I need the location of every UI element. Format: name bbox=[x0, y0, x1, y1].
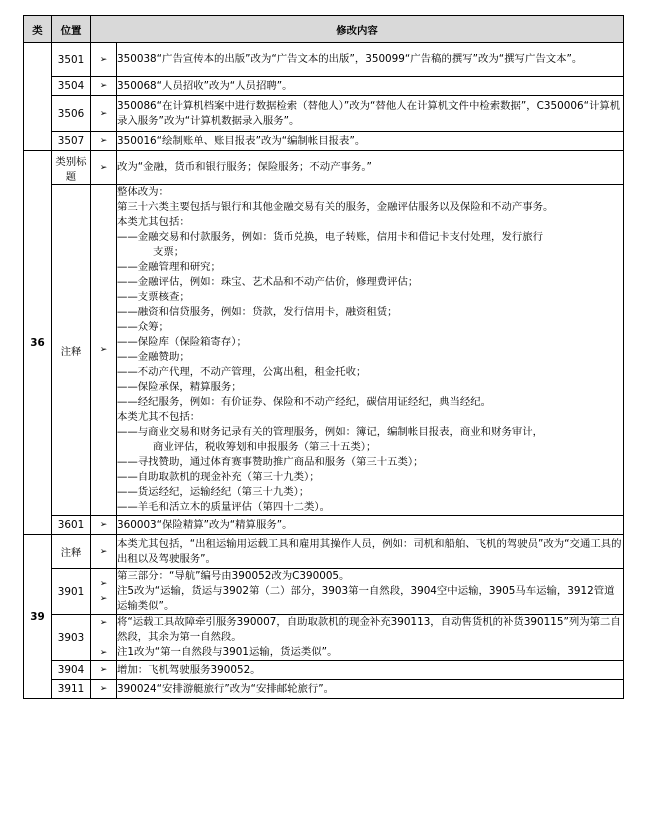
position-cell: 类别标题 bbox=[52, 151, 91, 185]
arrow-bullet-icon bbox=[91, 569, 117, 615]
arrow-bullet-icon: ➢ bbox=[91, 516, 117, 535]
content-cell: 改为“金融，货币和银行服务；保险服务；不动产事务。” bbox=[117, 151, 624, 185]
note-line: 本类尤其包括： bbox=[117, 216, 190, 228]
table-row bbox=[24, 185, 624, 516]
position-cell: 注释 bbox=[52, 535, 91, 569]
table-header-row bbox=[24, 16, 624, 43]
note-line: ——经纪服务，例如：有价证券、保险和不动产经纪，碳信用证经纪，典当经纪。 bbox=[117, 396, 492, 408]
header-content: 修改内容 bbox=[91, 16, 624, 43]
note-line: ——保险库（保险箱寄存）； bbox=[117, 336, 247, 348]
item-line: 第三部分：“导航”编号由390052改为C390005。 bbox=[117, 570, 350, 582]
table-row bbox=[24, 96, 624, 132]
arrow-bullet-icon: ➢ bbox=[91, 185, 117, 516]
note-line: ——众筹； bbox=[117, 321, 169, 333]
position-cell: 注释 bbox=[52, 185, 91, 516]
table-row bbox=[24, 151, 624, 185]
note-line: ——金融交易和付款服务，例如：货币兑换，电子转账，信用卡和借记卡支付处理，发行旅行 bbox=[117, 231, 544, 243]
table-row bbox=[24, 77, 624, 96]
content-cell: 350016“绘制账单、账目报表”改为“编制帐目报表”。 bbox=[117, 132, 624, 151]
table-row bbox=[24, 535, 624, 569]
note-line: ——保险承保，精算服务； bbox=[117, 381, 242, 393]
table-row bbox=[24, 680, 624, 699]
class-number: 36 bbox=[24, 151, 52, 535]
note-line: ——自助取款机的现金补充（第三十九类）； bbox=[117, 471, 320, 483]
header-class: 类 bbox=[24, 16, 52, 43]
content-cell: 本类尤其包括，“出租运输用运载工具和雇用其操作人员，例如：司机和船舶、飞机的驾驶员”改为“交通工具的出租以及驾驶服务”。 bbox=[117, 535, 624, 569]
arrow-bullet-icon: ➢ bbox=[91, 680, 117, 699]
note-line: ——寻找赞助，通过体育赛事赞助推广商品和服务（第三十五类）； bbox=[117, 456, 424, 468]
note-line: ——货运经纪，运输经纪（第三十九类）； bbox=[117, 486, 310, 498]
note-line: 整体改为： bbox=[117, 186, 169, 198]
table-row bbox=[24, 569, 624, 615]
note-line: 本类尤其不包括： bbox=[117, 411, 201, 423]
item-line: 将“运载工具故障牵引服务390007，自助取款机的现金补充390113，自动售货机的补货390115”列为第二自然段，其余为第一自然段。 bbox=[117, 616, 621, 643]
content-cell: 350068“人员招收”改为“人员招聘”。 bbox=[117, 77, 624, 96]
arrow-bullet-icon: ➢ bbox=[91, 96, 117, 132]
arrow-bullet-icon: ➢ bbox=[99, 579, 108, 589]
note-line: 第三十六类主要包括与银行和其他金融交易有关的服务，金融评估服务以及保险和不动产事务。 bbox=[117, 201, 554, 213]
table-row bbox=[24, 516, 624, 535]
arrow-bullet-icon: ➢ bbox=[99, 647, 108, 658]
position-cell: 3501 bbox=[52, 43, 91, 77]
note-line: ——融资和信贷服务，例如：贷款，发行信用卡，融资租赁； bbox=[117, 306, 398, 318]
item-line: 注5改为“运输，货运与3902第（二）部分，3903第一自然段，3904空中运输，3905马车运输，3912管道运输类似”。 bbox=[117, 585, 615, 612]
table-row bbox=[24, 43, 624, 77]
note-line: 商业评估，税收筹划和申报服务（第三十五类）； bbox=[153, 441, 377, 453]
position-cell: 3901 bbox=[52, 569, 91, 615]
arrow-bullet-icon: ➢ bbox=[99, 617, 108, 628]
revision-table bbox=[23, 15, 624, 699]
position-cell: 3904 bbox=[52, 661, 91, 680]
content-cell: 390024“安排游艇旅行”改为“安排邮轮旅行”。 bbox=[117, 680, 624, 699]
note-line: ——金融管理和研究； bbox=[117, 261, 221, 273]
content-cell bbox=[117, 185, 624, 516]
arrow-bullet-icon bbox=[91, 615, 117, 661]
arrow-bullet-icon: ➢ bbox=[99, 594, 108, 604]
note-line: ——支票核查； bbox=[117, 291, 190, 303]
arrow-bullet-icon: ➢ bbox=[91, 77, 117, 96]
note-line: ——不动产代理，不动产管理，公寓出租，租金托收； bbox=[117, 366, 367, 378]
position-cell: 3504 bbox=[52, 77, 91, 96]
position-cell: 3601 bbox=[52, 516, 91, 535]
arrow-bullet-icon: ➢ bbox=[91, 535, 117, 569]
note-line: 支票； bbox=[153, 246, 185, 258]
content-cell: 360003“保险精算”改为“精算服务”。 bbox=[117, 516, 624, 535]
position-cell: 3507 bbox=[52, 132, 91, 151]
arrow-bullet-icon: ➢ bbox=[91, 661, 117, 680]
content-cell: 350038“广告宣传本的出版”改为“广告文本的出版”，350099“广告稿的撰写”改为“撰写广告文本”。 bbox=[117, 43, 624, 77]
content-cell: 增加：飞机驾驶服务390052。 bbox=[117, 661, 624, 680]
arrow-bullet-icon: ➢ bbox=[91, 132, 117, 151]
table-row bbox=[24, 661, 624, 680]
content-cell bbox=[117, 569, 624, 615]
note-line: ——羊毛和活立木的质量评估（第四十二类）。 bbox=[117, 501, 331, 513]
header-position: 位置 bbox=[52, 16, 91, 43]
position-cell: 3903 bbox=[52, 615, 91, 661]
position-cell: 3506 bbox=[52, 96, 91, 132]
note-line: ——与商业交易和财务记录有关的管理服务，例如：簿记，编制帐目报表，商业和财务审计， bbox=[117, 426, 544, 438]
content-cell: 350086“在计算机档案中进行数据检索（替他人）”改为“替他人在计算机文件中检索数据”，C350006“计算机录入服务”改为“计算机数据录入服务”。 bbox=[117, 96, 624, 132]
note-line: ——金融赞助； bbox=[117, 351, 190, 363]
arrow-bullet-icon: ➢ bbox=[91, 151, 117, 185]
position-cell: 3911 bbox=[52, 680, 91, 699]
class-cell-empty bbox=[24, 43, 52, 151]
arrow-bullet-icon: ➢ bbox=[91, 43, 117, 77]
note-line: ——金融评估，例如：珠宝、艺术品和不动产估价，修理费评估； bbox=[117, 276, 419, 288]
content-cell bbox=[117, 615, 624, 661]
table-row bbox=[24, 615, 624, 661]
class-number: 39 bbox=[24, 535, 52, 699]
item-line: 注1改为“第一自然段与3901运输，货运类似”。 bbox=[117, 646, 338, 658]
table-row bbox=[24, 132, 624, 151]
